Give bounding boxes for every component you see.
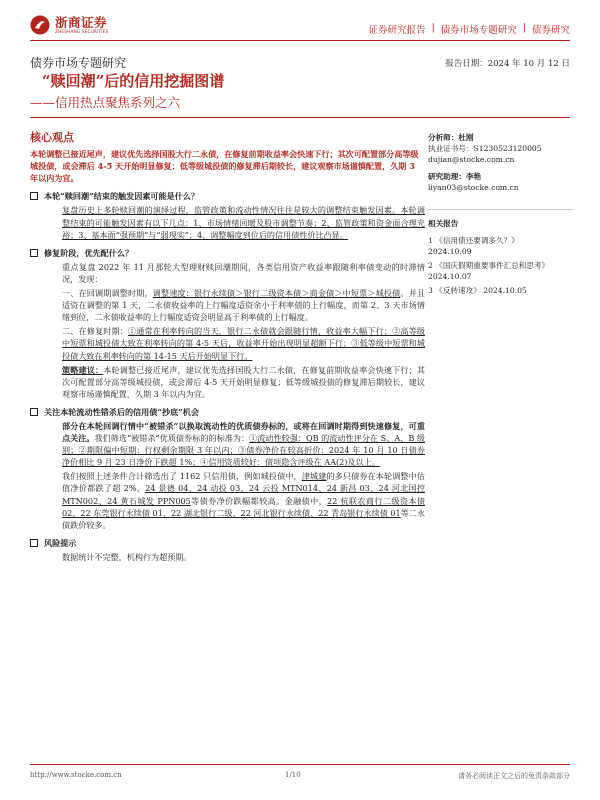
related-date: 2024.10.09 [428, 247, 472, 256]
company-logo [30, 14, 130, 36]
related-num: 2 [428, 261, 433, 270]
nav-separator: | [431, 22, 435, 33]
nav-separator: | [522, 22, 526, 33]
related-title: 《国庆假期重要事件汇总和思考》 [435, 261, 550, 270]
strategy-label: 策略建议： [62, 364, 104, 375]
nav-item-bond-research: 债券研究 [531, 25, 570, 36]
report-subtitle: ——信用热点聚焦系列之六 [30, 95, 181, 110]
p6-bold: 部分在本轮回调行情中“被错杀”以换取流动性的优质债券标的，或将在回调时期得到快速修复，可重点关注。 [62, 420, 425, 444]
paragraph-2: 重点复盘 2022 年 11 月那轮大型理财赎回潮期间，各类信用资产收益率跟随利率债变动的时滞情况，发现： [62, 261, 425, 284]
paragraph-4 [30, 325, 425, 361]
p7-c: 等债券净价跌幅都较高。金融债中， [190, 495, 328, 506]
report-date: 报告日期：2024 年 10 月 12 日 [445, 59, 570, 69]
related-date: 2024.10.07 [428, 272, 472, 281]
question-1 [30, 190, 425, 202]
analyst-label: 分析师： [428, 133, 459, 142]
p4-point-3: ③低等级中短票和城投债大致在利率转向的第 14-15 天后开始明显下行。 [62, 338, 425, 361]
p7-u1: 津城建 [301, 471, 327, 482]
related-report-item[interactable] [428, 285, 573, 296]
strategy-text: 本轮调整已接近尾声，建议优先选择国股大行二永债，在修复前期收益率会快速下行；其次可配置部分高等级城投债，或会滞后 4-5 天开始明显修复；低等级城投债的修复滞后期较长，建议观察市场谨慎配置，久期 3 年以内为宜。 [62, 364, 425, 399]
p3-lead: 一、在回调期调整时期， [62, 288, 153, 299]
related-date: 2024.10.05 [483, 286, 527, 295]
related-report-item[interactable] [428, 235, 573, 257]
p6-rest: 我们筛选“被错杀”优质债券标的的标准为： [94, 433, 250, 444]
paragraph-5 [30, 364, 425, 400]
question-2 [30, 247, 425, 259]
assistant-label: 研究助理： [428, 172, 466, 181]
question-2-text: 修复阶段，优先配什么？ [44, 247, 134, 258]
top-category-nav [369, 22, 570, 36]
logo-en-text: ZHESHANG SECURITIES [55, 28, 109, 34]
question-4-text: 风险提示 [44, 537, 77, 548]
p7-u3: 22 杭联农商行二级资本债 02、22 东莞银行永续债 01、22 湖北银行二级、22 河北银行永续债、22 青岛银行永续债 01 [62, 495, 425, 518]
p3-rest: 。并且适资在调整的第 1 天，二永债收益率的上行幅度适资余小于利率债的上行幅度，而第 2、3 天市场情绪到位，二永债收益率的上行幅度适资会明显高于利率债的上行幅度。 [62, 288, 425, 323]
page-number: 1/10 [285, 771, 301, 779]
core-view-text: 本轮调整已接近尾声，建议优先选择国股大行二永债，在修复前期收益率会快速下行；其次可配置部分高等级城投债，或会滞后 4-5 天开始明显修复；低等级城投债的修复滞后期较长，建议观察市场谨慎配置，久期 3 年以内为宜。 [30, 149, 419, 184]
question-3-text: 关注本轮流动性错杀后的信用债“抄底”机会 [44, 406, 200, 417]
analyst-cert: 执业证书号：S1230523120005 [428, 144, 542, 153]
assistant-line [428, 171, 573, 182]
paragraph-8: 数据统计不完整，机构行为超预期。 [62, 551, 192, 562]
header-divider [30, 117, 570, 118]
logo-cn-text: 浙商证券 [55, 14, 108, 30]
nav-item-bond-special: 债券市场专题研究 [440, 25, 517, 36]
checkbox-bullet-icon [30, 408, 38, 416]
sidebar [428, 132, 573, 299]
core-view-heading: 核心观点 [30, 131, 74, 144]
related-num: 1 [428, 236, 433, 245]
related-num: 3 [428, 286, 433, 295]
question-4 [30, 537, 425, 549]
report-series: 债券市场专题研究 [30, 56, 127, 70]
assistant-name: 李艳 [465, 172, 482, 181]
paragraph-3 [30, 287, 425, 323]
footer-divider [30, 764, 570, 765]
logo-icon [30, 15, 50, 35]
footer-url[interactable]: http://www.stocke.com.cn [30, 771, 122, 779]
question-3 [30, 406, 425, 418]
analyst-name: 杜刚 [458, 133, 474, 142]
main-content [30, 132, 425, 563]
p7-u2: 24 景德 04、24 动投 03、24 云投 MTN014、24 新昌 03、24 河北国控 MTN002、24 黄石城发 PPN005 [62, 483, 426, 506]
p6-criteria: ①流动性较强：QB 的流动性评分在 S、A、B 级别；②期限偏中短期：行权剩余期限 3 年以内；③债券净价在较高折价：2024 年 10 月 10 日债券净价相比 9 月 23 日净价下跌超 1%；④信用资质较好：债项隐含评级在 AA(2)及以上。 [62, 433, 425, 468]
report-title: “赎回潮”后的信用挖掘图谱 [42, 72, 225, 90]
paragraph-7 [30, 470, 425, 530]
checkbox-bullet-icon [30, 192, 38, 200]
question-1-text: 本轮“赎回潮”结束的触发因素可能是什么？ [44, 191, 200, 202]
p7-b: 的多只债券在本轮调整中估值净价都跌了超 2%， [62, 471, 425, 494]
top-divider [30, 40, 570, 41]
p7-d: 等二永债跌价较多。 [62, 507, 425, 530]
paragraph-1: 复盘历史上多轮赎回潮的演绎过程，监管政策和流动性情况往往是较大的调整结束触发因素。本轮调整结束的可能触发因素有以下几点：1、市场情绪回暖及股市调整节奏；2、监管政策和资金面合理充裕；3、基本面“强预期”与“弱现实”；4、调整幅度到位后的信用债性价比凸显。 [62, 205, 425, 240]
p4-point-1: ①通常在利率转向的当天，银行二永债就会跟随行情，收益率大幅下行； [128, 326, 392, 337]
checkbox-bullet-icon [30, 539, 38, 547]
assistant-email[interactable]: liyan03@stocke.com.cn [428, 183, 519, 192]
analyst-email[interactable]: dujian@stocke.com.cn [428, 155, 515, 164]
footer-disclaimer: 请务必阅读正文之后的免责条款部分 [458, 772, 570, 780]
p4-lead: 二、在修复时期： [62, 326, 129, 337]
related-title: 《信用债还要调多久？》 [435, 236, 519, 245]
p3-underline: 调整速度：银行永续债＞银行二级资本债＞商金债＞中短票＞城投债 [152, 288, 401, 299]
p4-point-2: ②高等级中短票和城投债大致在利率转向的第 4-5 天后，收益率开始出现明显超额下行； [62, 326, 425, 349]
related-title: 《反转速攻》 [435, 286, 481, 295]
related-report-item[interactable] [428, 260, 573, 282]
related-reports-heading: 相关报告 [428, 209, 573, 229]
nav-item-research-report: 证券研究报告 [368, 25, 426, 36]
p7-a: 我们按照上述条件合计筛选出了 1162 只信用债，例如城投债中， [62, 471, 302, 482]
analyst-line [428, 132, 573, 143]
checkbox-bullet-icon [30, 249, 38, 257]
paragraph-6 [30, 420, 425, 468]
